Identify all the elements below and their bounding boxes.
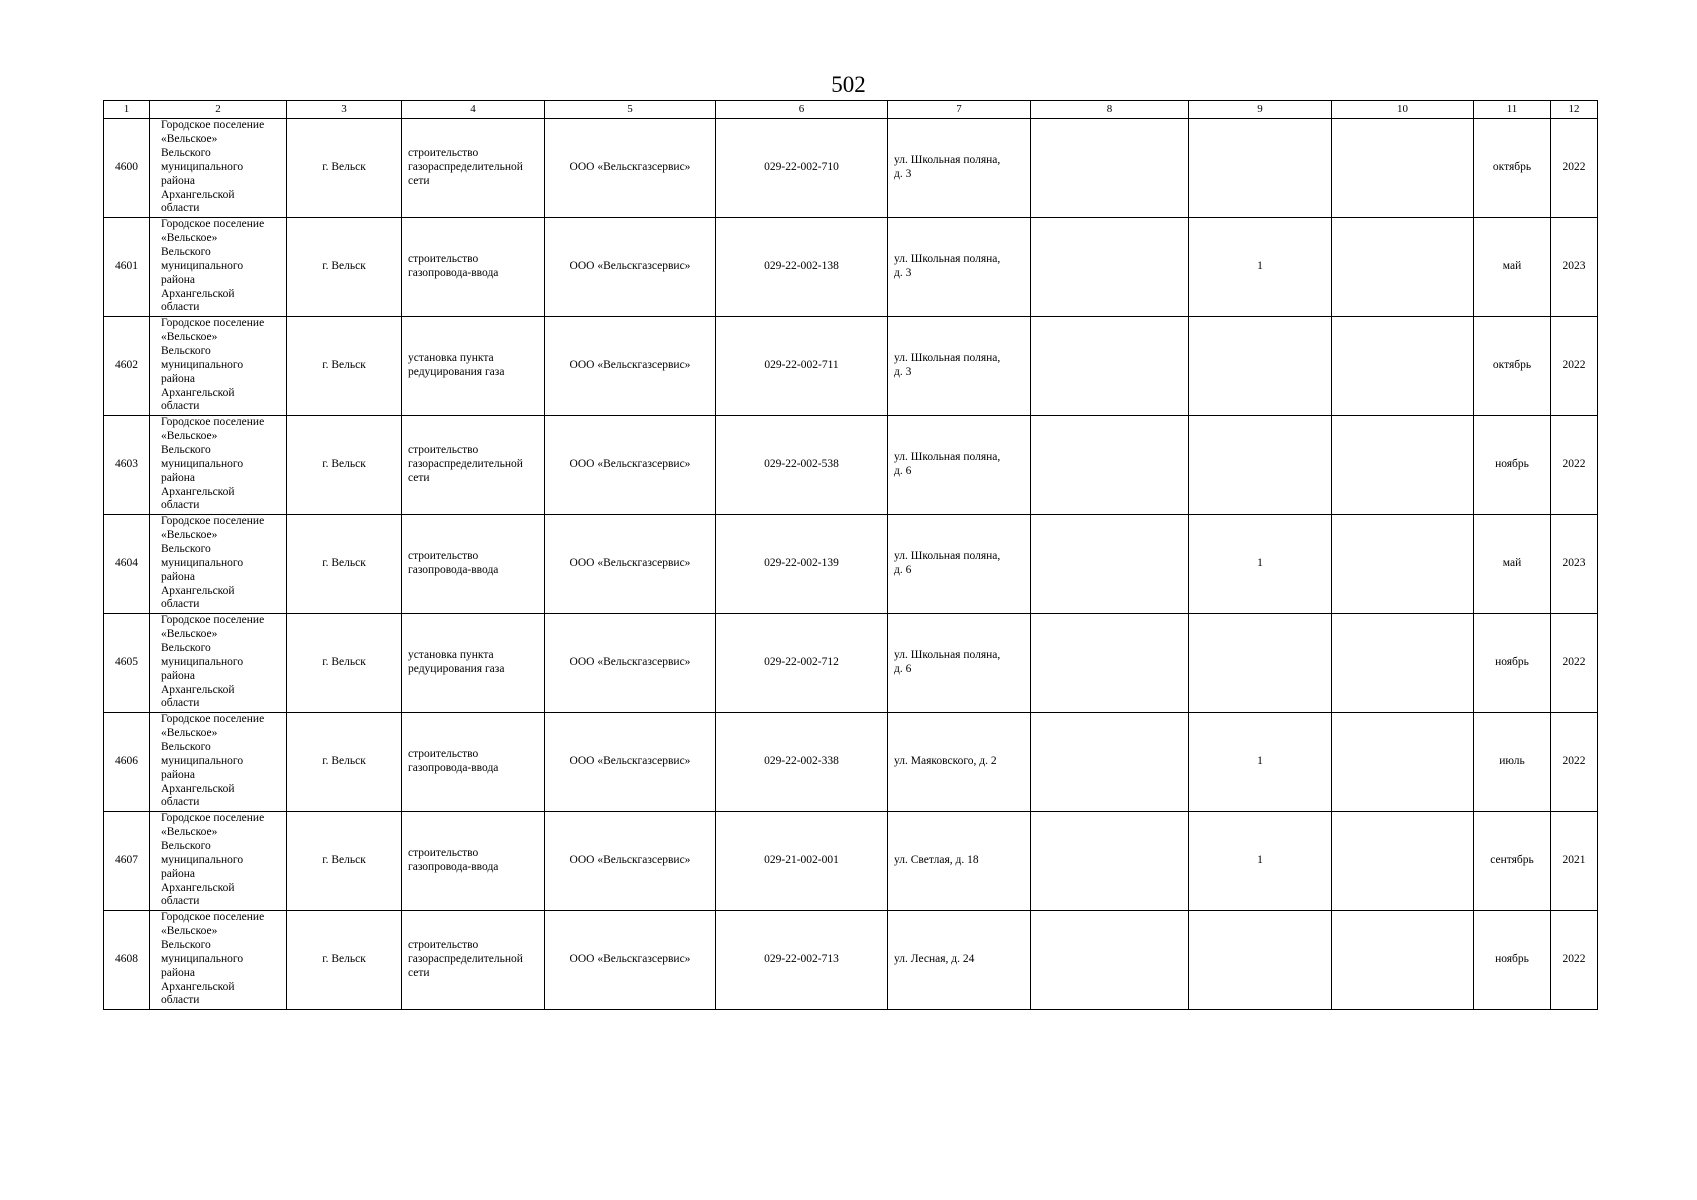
work-type-cell: установка пункта редуцирования газа [402, 614, 545, 713]
month-cell: ноябрь [1474, 614, 1551, 713]
work-type-cell: строительство газораспределительной сети [402, 416, 545, 515]
column-10-cell [1332, 218, 1474, 317]
territory-cell: Городское поселение «Вельское» Вельского муниципального района Архангельской области [150, 119, 287, 218]
registry-code-cell: 029-22-002-710 [716, 119, 888, 218]
column-number: 5 [545, 101, 716, 119]
row-number-cell: 4604 [104, 515, 150, 614]
table-row [104, 218, 1598, 317]
quantity-cell [1189, 911, 1332, 1010]
locality-cell: г. Вельск [287, 119, 402, 218]
address-cell: ул. Школьная поляна, д. 3 [888, 317, 1031, 416]
month-cell: июль [1474, 713, 1551, 812]
locality-cell: г. Вельск [287, 416, 402, 515]
row-number-cell: 4606 [104, 713, 150, 812]
territory-cell: Городское поселение «Вельское» Вельского муниципального района Архангельской области [150, 317, 287, 416]
registry-code-cell: 029-22-002-138 [716, 218, 888, 317]
column-10-cell [1332, 911, 1474, 1010]
table-row [104, 119, 1598, 218]
quantity-cell: 1 [1189, 515, 1332, 614]
quantity-cell [1189, 614, 1332, 713]
registry-code-cell: 029-22-002-712 [716, 614, 888, 713]
year-cell: 2022 [1551, 911, 1598, 1010]
month-cell: октябрь [1474, 119, 1551, 218]
row-number-cell: 4605 [104, 614, 150, 713]
territory-cell: Городское поселение «Вельское» Вельского муниципального района Архангельской области [150, 614, 287, 713]
column-10-cell [1332, 416, 1474, 515]
column-8-cell [1031, 515, 1189, 614]
month-cell: ноябрь [1474, 911, 1551, 1010]
organization-cell: ООО «Вельскгазсервис» [545, 911, 716, 1010]
territory-cell: Городское поселение «Вельское» Вельского муниципального района Архангельской области [150, 515, 287, 614]
locality-cell: г. Вельск [287, 614, 402, 713]
locality-cell: г. Вельск [287, 317, 402, 416]
quantity-cell: 1 [1189, 812, 1332, 911]
table-row [104, 812, 1598, 911]
work-type-cell: строительство газораспределительной сети [402, 119, 545, 218]
organization-cell: ООО «Вельскгазсервис» [545, 218, 716, 317]
organization-cell: ООО «Вельскгазсервис» [545, 416, 716, 515]
organization-cell: ООО «Вельскгазсервис» [545, 812, 716, 911]
year-cell: 2022 [1551, 317, 1598, 416]
column-number: 9 [1189, 101, 1332, 119]
work-type-cell: строительство газораспределительной сети [402, 911, 545, 1010]
column-number: 8 [1031, 101, 1189, 119]
month-cell: май [1474, 218, 1551, 317]
row-number-cell: 4602 [104, 317, 150, 416]
work-type-cell: строительство газопровода-ввода [402, 713, 545, 812]
year-cell: 2022 [1551, 713, 1598, 812]
address-cell: ул. Лесная, д. 24 [888, 911, 1031, 1010]
table-row [104, 911, 1598, 1010]
address-cell: ул. Школьная поляна, д. 6 [888, 515, 1031, 614]
registry-table [103, 100, 1598, 1010]
row-number-cell: 4603 [104, 416, 150, 515]
territory-cell: Городское поселение «Вельское» Вельского муниципального района Архангельской области [150, 812, 287, 911]
territory-cell: Городское поселение «Вельское» Вельского муниципального района Архангельской области [150, 911, 287, 1010]
registry-code-cell: 029-22-002-538 [716, 416, 888, 515]
locality-cell: г. Вельск [287, 515, 402, 614]
table-row [104, 416, 1598, 515]
column-8-cell [1031, 218, 1189, 317]
registry-code-cell: 029-22-002-713 [716, 911, 888, 1010]
year-cell: 2021 [1551, 812, 1598, 911]
organization-cell: ООО «Вельскгазсервис» [545, 713, 716, 812]
column-number: 2 [150, 101, 287, 119]
column-8-cell [1031, 713, 1189, 812]
address-cell: ул. Школьная поляна, д. 6 [888, 614, 1031, 713]
territory-cell: Городское поселение «Вельское» Вельского муниципального района Архангельской области [150, 416, 287, 515]
table-row [104, 713, 1598, 812]
quantity-cell [1189, 119, 1332, 218]
year-cell: 2023 [1551, 515, 1598, 614]
locality-cell: г. Вельск [287, 713, 402, 812]
month-cell: май [1474, 515, 1551, 614]
year-cell: 2022 [1551, 119, 1598, 218]
work-type-cell: строительство газопровода-ввода [402, 812, 545, 911]
column-number: 4 [402, 101, 545, 119]
column-10-cell [1332, 119, 1474, 218]
column-number: 10 [1332, 101, 1474, 119]
address-cell: ул. Школьная поляна, д. 3 [888, 218, 1031, 317]
year-cell: 2023 [1551, 218, 1598, 317]
organization-cell: ООО «Вельскгазсервис» [545, 515, 716, 614]
registry-code-cell: 029-22-002-338 [716, 713, 888, 812]
locality-cell: г. Вельск [287, 911, 402, 1010]
year-cell: 2022 [1551, 416, 1598, 515]
locality-cell: г. Вельск [287, 218, 402, 317]
organization-cell: ООО «Вельскгазсервис» [545, 119, 716, 218]
registry-code-cell: 029-22-002-711 [716, 317, 888, 416]
quantity-cell [1189, 416, 1332, 515]
work-type-cell: установка пункта редуцирования газа [402, 317, 545, 416]
work-type-cell: строительство газопровода-ввода [402, 515, 545, 614]
quantity-cell [1189, 317, 1332, 416]
month-cell: сентябрь [1474, 812, 1551, 911]
registry-code-cell: 029-22-002-139 [716, 515, 888, 614]
organization-cell: ООО «Вельскгазсервис» [545, 317, 716, 416]
column-10-cell [1332, 812, 1474, 911]
table-row [104, 614, 1598, 713]
column-10-cell [1332, 317, 1474, 416]
table-body [104, 101, 1598, 1010]
year-cell: 2022 [1551, 614, 1598, 713]
locality-cell: г. Вельск [287, 812, 402, 911]
address-cell: ул. Школьная поляна, д. 6 [888, 416, 1031, 515]
row-number-cell: 4600 [104, 119, 150, 218]
column-number: 11 [1474, 101, 1551, 119]
row-number-cell: 4607 [104, 812, 150, 911]
column-8-cell [1031, 614, 1189, 713]
month-cell: ноябрь [1474, 416, 1551, 515]
address-cell: ул. Маяковского, д. 2 [888, 713, 1031, 812]
column-10-cell [1332, 614, 1474, 713]
quantity-cell: 1 [1189, 218, 1332, 317]
column-number: 7 [888, 101, 1031, 119]
table-row [104, 317, 1598, 416]
table-row [104, 515, 1598, 614]
territory-cell: Городское поселение «Вельское» Вельского муниципального района Архангельской области [150, 218, 287, 317]
organization-cell: ООО «Вельскгазсервис» [545, 614, 716, 713]
address-cell: ул. Светлая, д. 18 [888, 812, 1031, 911]
column-8-cell [1031, 317, 1189, 416]
row-number-cell: 4601 [104, 218, 150, 317]
quantity-cell: 1 [1189, 713, 1332, 812]
page-number: 502 [831, 72, 866, 97]
row-number-cell: 4608 [104, 911, 150, 1010]
column-10-cell [1332, 515, 1474, 614]
column-number: 12 [1551, 101, 1598, 119]
column-8-cell [1031, 911, 1189, 1010]
column-number-row [104, 101, 1598, 119]
month-cell: октябрь [1474, 317, 1551, 416]
column-8-cell [1031, 416, 1189, 515]
registry-code-cell: 029-21-002-001 [716, 812, 888, 911]
work-type-cell: строительство газопровода-ввода [402, 218, 545, 317]
column-8-cell [1031, 119, 1189, 218]
column-number: 6 [716, 101, 888, 119]
territory-cell: Городское поселение «Вельское» Вельского муниципального района Архангельской области [150, 713, 287, 812]
column-number: 1 [104, 101, 150, 119]
column-number: 3 [287, 101, 402, 119]
column-8-cell [1031, 812, 1189, 911]
address-cell: ул. Школьная поляна, д. 3 [888, 119, 1031, 218]
column-10-cell [1332, 713, 1474, 812]
